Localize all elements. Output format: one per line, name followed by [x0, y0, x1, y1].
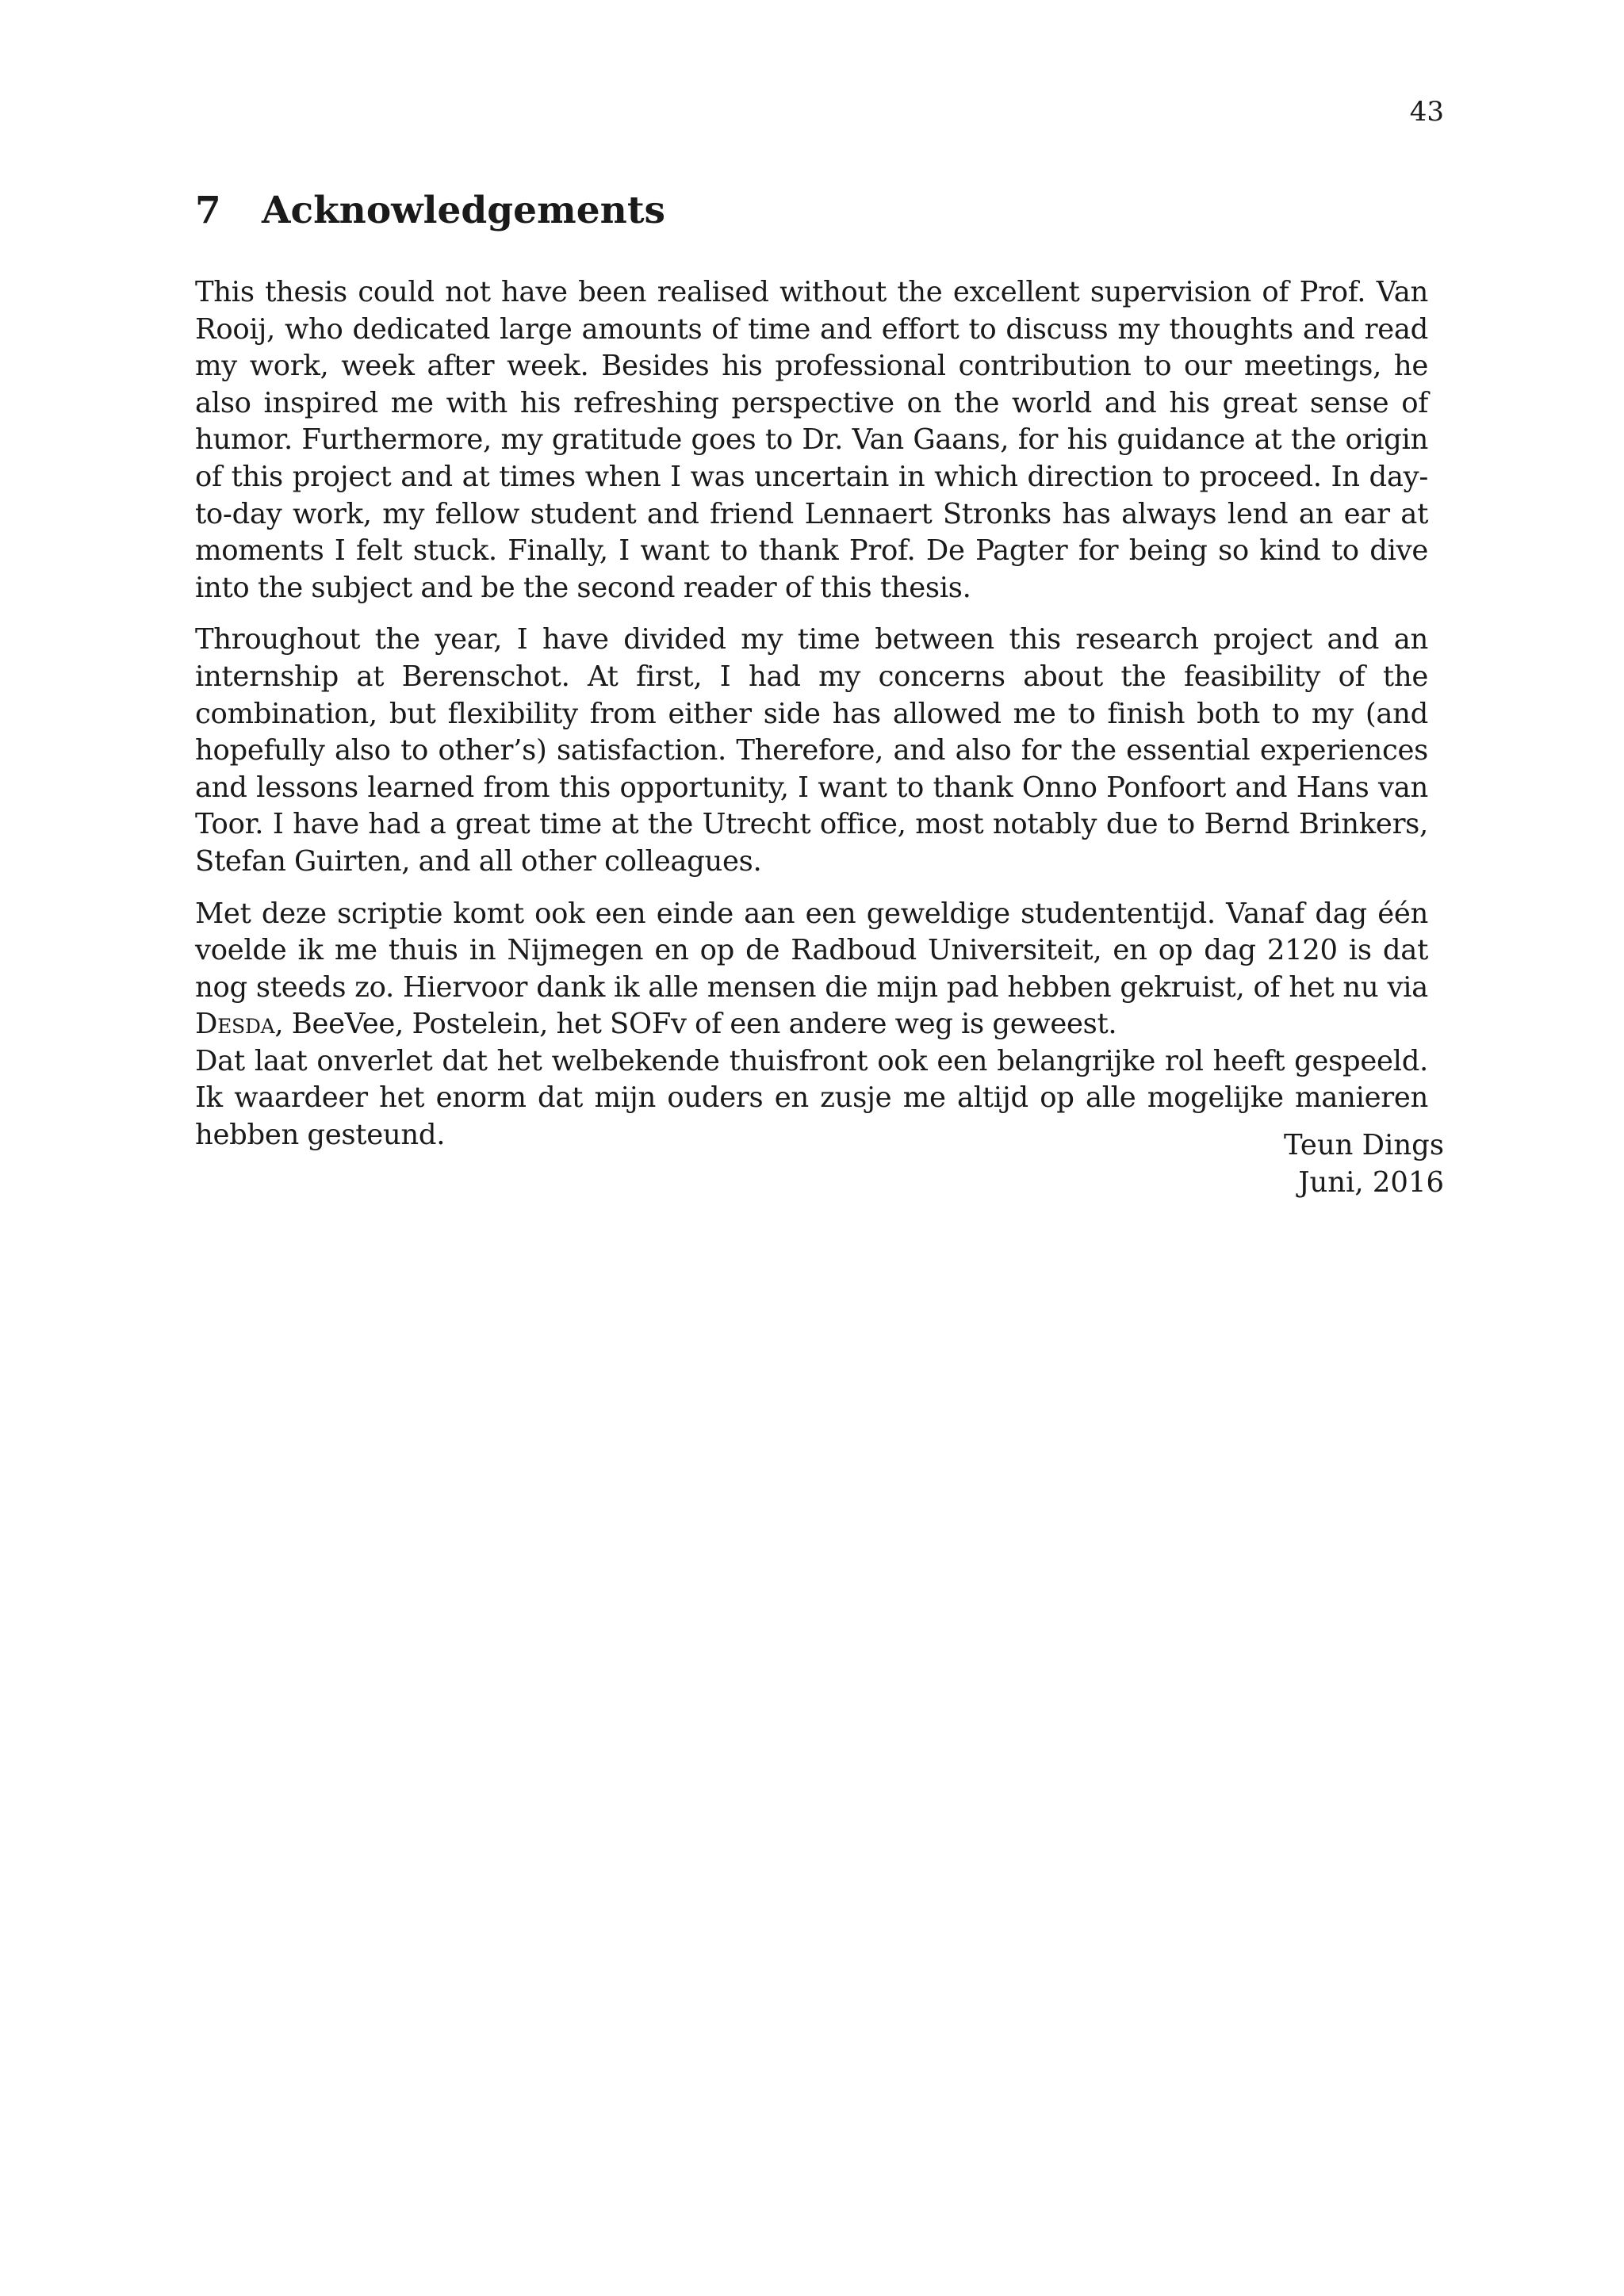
- acknowledgements-body: [195, 274, 1428, 1154]
- signature-block: [1284, 1127, 1444, 1201]
- page-number: 43: [1409, 96, 1444, 128]
- paragraph-internship: Throughout the year, I have divided my time between this research project and an internship at Berenschot. At first, I had my concerns about the feasibility of the combination, but flexibility from either side has allowed me to finish both to my (and hopefully also to other’s) satisfaction. Therefore, and also for the essential experiences and lessons learned from this opportunity, I want to thank Onno Ponfoort and Hans van Toor. I have had a great time at the Utrecht office, most notably due to Bernd Brinkers, Stefan Guirten, and all other colleagues.: [195, 623, 1428, 878]
- section-title: Acknowledgements: [262, 189, 665, 232]
- signature-name: Teun Dings: [1284, 1129, 1444, 1161]
- paragraph-family: Dat laat onverlet dat het welbekende thuisfront ook een belangrijke rol heeft gespeeld. Ik waardeer het enorm dat mijn ouders en zusje me altijd op alle mogelijke manieren hebben gesteund.: [195, 1044, 1428, 1152]
- signature-date: Juni, 2016: [1298, 1165, 1444, 1199]
- section-heading: [195, 189, 665, 233]
- paragraph-student-life: [195, 896, 1428, 1043]
- desda-name: Desda: [195, 1008, 275, 1041]
- section-number: 7: [195, 189, 221, 232]
- paragraph-student-life-end: , BeeVee, Postelein, het SOFv of een andere weg is geweest.: [274, 1008, 1117, 1041]
- paragraph-supervision: This thesis could not have been realised without the excellent supervision of Prof. Van Rooij, who dedicated large amounts of time and effort to discuss my thoughts and read my work, week after week. Besides his professional contribution to our meetings, he also inspired me with his refreshing perspective on the world and his great sense of humor. Furthermore, my gratitude goes to Dr. Van Gaans, for his guidance at the origin of this project and at times when I was uncertain in which direction to proceed. In day-to-day work, my fellow student and friend Lennaert Stronks has always lend an ear at moments I felt stuck. Finally, I want to thank Prof. De Pagter for being so kind to dive into the subject and be the second reader of this thesis.: [195, 276, 1428, 604]
- paragraph-student-life-start: Met deze scriptie komt ook een einde aan een geweldige studententijd. Vanaf dag één voelde ik me thuis in Nijmegen en op de Radboud Universiteit, en op dag 2120 is dat nog steeds zo. Hiervoor dank ik alle mensen die mijn pad hebben gekruist, of het nu via: [195, 897, 1428, 1004]
